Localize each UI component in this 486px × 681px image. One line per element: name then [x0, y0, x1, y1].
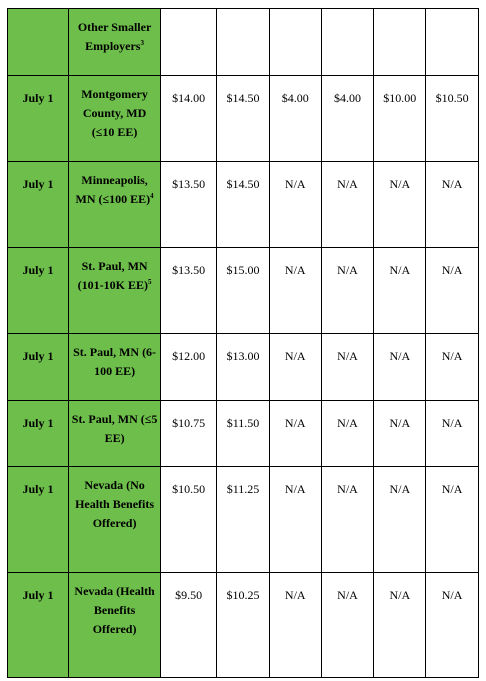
value-cell: N/A: [426, 334, 479, 401]
value-cell: N/A: [321, 467, 374, 573]
effective-date-cell: July 1: [8, 76, 69, 162]
value-cell: $11.50: [217, 401, 270, 467]
value-cell: N/A: [374, 334, 426, 401]
value-cell: N/A: [269, 334, 321, 401]
value-cell: $11.25: [217, 467, 270, 573]
table-row: [8, 467, 479, 573]
jurisdiction-cell: St. Paul, MN (101-10K EE)$^5$: [68, 248, 160, 334]
table-header-row: [8, 9, 479, 76]
value-cell: N/A: [269, 162, 321, 248]
value-cell: N/A: [374, 467, 426, 573]
value-cell: [321, 9, 374, 76]
effective-date-cell: July 1: [8, 467, 69, 573]
jurisdiction-cell: St. Paul, MN (6-100 EE): [68, 334, 160, 401]
table-row: [8, 162, 479, 248]
date-header-cell: [8, 9, 69, 76]
table-row: [8, 401, 479, 467]
value-cell: [426, 9, 479, 76]
value-cell: N/A: [426, 162, 479, 248]
value-cell: $4.00: [321, 76, 374, 162]
value-cell: [374, 9, 426, 76]
value-cell: $10.75: [161, 401, 217, 467]
value-cell: N/A: [374, 162, 426, 248]
value-cell: $9.50: [161, 573, 217, 678]
value-cell: N/A: [321, 401, 374, 467]
value-cell: N/A: [269, 573, 321, 678]
jurisdiction-cell: Minneapolis, MN (≤100 EE)$^4$: [68, 162, 160, 248]
jurisdiction-cell: St. Paul, MN (≤5 EE): [68, 401, 160, 467]
value-cell: $10.50: [426, 76, 479, 162]
jurisdiction-cell: Nevada (No Health Benefits Offered): [68, 467, 160, 573]
value-cell: $13.50: [161, 162, 217, 248]
table-row: [8, 248, 479, 334]
effective-date-cell: July 1: [8, 334, 69, 401]
jurisdiction-header-cell: Other Smaller Employers$^3$: [68, 9, 160, 76]
value-cell: N/A: [321, 573, 374, 678]
minimum-wage-table: [7, 8, 479, 678]
value-cell: N/A: [374, 248, 426, 334]
jurisdiction-cell: Nevada (Health Benefits Offered): [68, 573, 160, 678]
value-cell: $13.50: [161, 248, 217, 334]
value-cell: $12.00: [161, 334, 217, 401]
value-cell: N/A: [426, 573, 479, 678]
jurisdiction-cell: Montgomery County, MD (≤10 EE): [68, 76, 160, 162]
value-cell: N/A: [321, 248, 374, 334]
value-cell: $10.25: [217, 573, 270, 678]
value-cell: $14.00: [161, 76, 217, 162]
effective-date-cell: July 1: [8, 573, 69, 678]
value-cell: N/A: [269, 248, 321, 334]
value-cell: $14.50: [217, 76, 270, 162]
value-cell: N/A: [374, 573, 426, 678]
effective-date-cell: July 1: [8, 248, 69, 334]
value-cell: N/A: [426, 401, 479, 467]
value-cell: $10.50: [161, 467, 217, 573]
value-cell: N/A: [321, 162, 374, 248]
table-row: [8, 573, 479, 678]
value-cell: [161, 9, 217, 76]
value-cell: [269, 9, 321, 76]
value-cell: N/A: [374, 401, 426, 467]
value-cell: $14.50: [217, 162, 270, 248]
value-cell: $13.00: [217, 334, 270, 401]
effective-date-cell: July 1: [8, 162, 69, 248]
value-cell: $4.00: [269, 76, 321, 162]
value-cell: N/A: [321, 334, 374, 401]
value-cell: $10.00: [374, 76, 426, 162]
value-cell: N/A: [269, 401, 321, 467]
value-cell: [217, 9, 270, 76]
value-cell: N/A: [269, 467, 321, 573]
value-cell: N/A: [426, 467, 479, 573]
table-row: [8, 334, 479, 401]
value-cell: $15.00: [217, 248, 270, 334]
value-cell: N/A: [426, 248, 479, 334]
effective-date-cell: July 1: [8, 401, 69, 467]
table-row: [8, 76, 479, 162]
